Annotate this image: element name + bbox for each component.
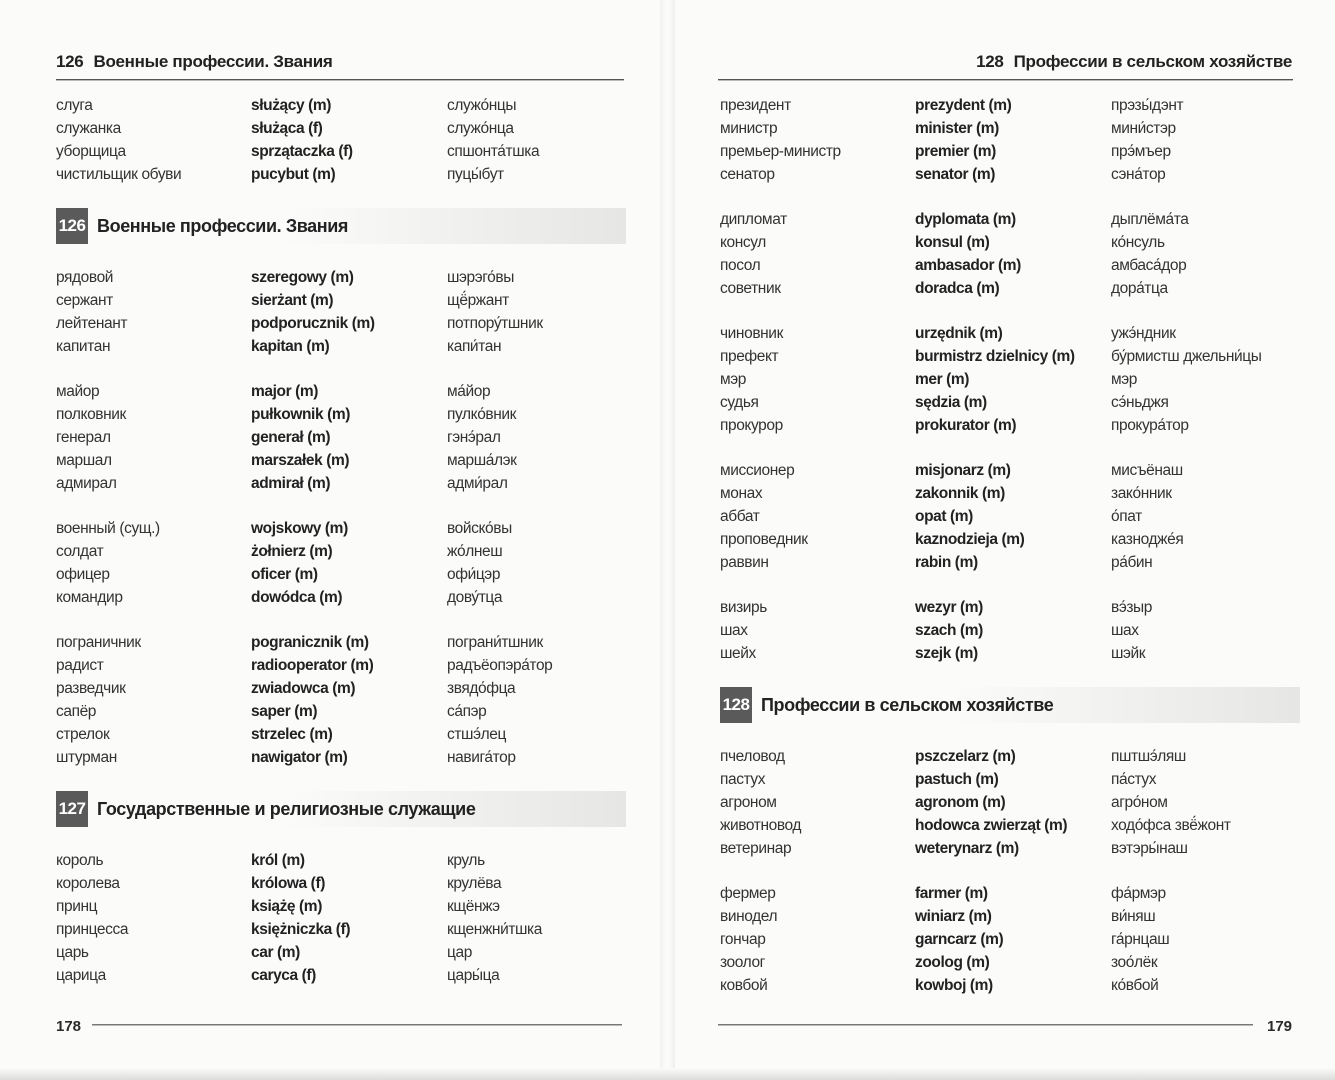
section-title: Профессии в сельском хозяйстве (761, 694, 1054, 715)
russian-word: агроном (720, 794, 777, 811)
vocabulary-row (56, 964, 626, 987)
polish-word: zakonnik (m) (915, 485, 1005, 502)
vocabulary-row (56, 746, 626, 769)
polish-word: dowódca (m) (251, 589, 343, 606)
transcription: крулёва (447, 875, 502, 892)
polish-word: sierżant (m) (251, 292, 334, 309)
polish-word: prokurator (m) (915, 417, 1017, 434)
russian-word: раввин (720, 554, 769, 571)
russian-word: пчеловод (720, 748, 785, 765)
russian-word: министр (720, 120, 778, 137)
vocabulary-content (56, 94, 626, 1009)
vocabulary-row (56, 723, 626, 746)
polish-word: pszczelarz (m) (915, 748, 1016, 765)
word-group (56, 849, 626, 987)
russian-word: разведчик (56, 680, 126, 697)
transcription: ви́няш (1111, 908, 1156, 925)
vocabulary-row (56, 540, 626, 563)
polish-word: mer (m) (915, 371, 970, 388)
polish-word: farmer (m) (915, 885, 988, 902)
word-group (56, 266, 626, 358)
russian-word: офицер (56, 566, 110, 583)
polish-word: rabin (m) (915, 554, 978, 571)
left-page (0, 0, 660, 1080)
polish-word: hodowca zwierząt (m) (915, 817, 1068, 834)
polish-word: marszałek (m) (251, 452, 350, 469)
vocabulary-row (720, 345, 1300, 368)
polish-word: nawigator (m) (251, 749, 348, 766)
transcription: адми́рал (447, 475, 508, 492)
transcription: вэтэры́наш (1111, 840, 1188, 857)
section-header (720, 687, 1300, 723)
vocabulary-row (56, 849, 626, 872)
vocabulary-row (720, 459, 1300, 482)
russian-word: командир (56, 589, 123, 606)
transcription: звядо́фца (447, 680, 516, 697)
page-number: 179 (1267, 1018, 1293, 1035)
vocabulary-row (56, 700, 626, 723)
russian-word: пограничник (56, 634, 141, 651)
polish-word: generał (m) (251, 429, 331, 446)
page-number: 178 (56, 1018, 82, 1035)
vocabulary-row (56, 163, 626, 186)
transcription: ходо́фса звё́жонт (1111, 817, 1231, 834)
vocabulary-row (56, 941, 626, 964)
transcription: га́рнцаш (1111, 931, 1170, 948)
section-number-badge: 126 (56, 208, 88, 244)
polish-word: pucybut (m) (251, 166, 336, 183)
transcription: мэр (1111, 371, 1137, 388)
vocabulary-row (720, 368, 1300, 391)
vocabulary-row (720, 905, 1300, 928)
vocabulary-row (720, 505, 1300, 528)
footer-rule (92, 1024, 622, 1026)
vocabulary-row (720, 551, 1300, 574)
russian-word: царица (56, 967, 106, 984)
russian-word: служанка (56, 120, 121, 137)
vocabulary-row (720, 277, 1300, 300)
section-number-badge: 128 (720, 687, 752, 723)
russian-word: стрелок (56, 726, 110, 743)
transcription: сэна́тор (1111, 166, 1166, 183)
transcription: гэнэ́рал (447, 429, 501, 446)
russian-word: генерал (56, 429, 111, 446)
transcription: капи́тан (447, 338, 502, 355)
transcription: амбаса́дор (1111, 257, 1187, 274)
vocabulary-row (720, 231, 1300, 254)
page-edge (0, 1068, 1335, 1080)
russian-word: лейтенант (56, 315, 128, 332)
russian-word: гончар (720, 931, 766, 948)
transcription: служо́нца (447, 120, 514, 137)
vocabulary-row (720, 882, 1300, 905)
vocabulary-row (56, 631, 626, 654)
vocabulary-row (56, 426, 626, 449)
russian-word: фермер (720, 885, 776, 902)
russian-word: принцесса (56, 921, 129, 938)
russian-word: винодел (720, 908, 778, 925)
russian-word: проповедник (720, 531, 808, 548)
polish-word: książę (m) (251, 898, 322, 915)
vocabulary-row (56, 517, 626, 540)
word-group (720, 882, 1300, 997)
word-group (56, 380, 626, 495)
russian-word: солдат (56, 543, 104, 560)
russian-word: адмирал (56, 475, 117, 492)
transcription: шэйк (1111, 645, 1146, 662)
russian-word: судья (720, 394, 759, 411)
transcription: ужэ́ндник (1111, 325, 1176, 342)
transcription: ко́нсуль (1111, 234, 1165, 251)
book-gutter (660, 0, 675, 1080)
running-head-title: Профессии в сельском хозяйстве (1013, 52, 1292, 71)
polish-word: prezydent (m) (915, 97, 1012, 114)
transcription: круль (447, 852, 485, 869)
russian-word: президент (720, 97, 791, 114)
transcription: фа́рмэр (1111, 885, 1166, 902)
polish-word: misjonarz (m) (915, 462, 1011, 479)
russian-word: чиновник (720, 325, 783, 342)
polish-word: senator (m) (915, 166, 996, 183)
transcription: кщенжни́тшка (447, 921, 543, 938)
vocabulary-row (56, 586, 626, 609)
russian-word: штурман (56, 749, 117, 766)
transcription: ко́вбой (1111, 977, 1159, 994)
vocabulary-row (720, 254, 1300, 277)
transcription: мини́стэр (1111, 120, 1176, 137)
transcription: пуцы́бут (447, 166, 504, 183)
russian-word: миссионер (720, 462, 795, 479)
transcription: зоо́лёк (1111, 954, 1158, 971)
transcription: прэ́мъер (1111, 143, 1171, 160)
polish-word: ambasador (m) (915, 257, 1021, 274)
polish-word: pułkownik (m) (251, 406, 350, 423)
polish-word: admirał (m) (251, 475, 331, 492)
section-title: Государственные и религиозные служащие (97, 798, 476, 819)
transcription: па́стух (1111, 771, 1157, 788)
vocabulary-row (56, 563, 626, 586)
vocabulary-row (720, 791, 1300, 814)
russian-word: капитан (56, 338, 111, 355)
polish-word: szejk (m) (915, 645, 978, 662)
vocabulary-row (56, 895, 626, 918)
word-group (56, 94, 626, 186)
vocabulary-row (56, 289, 626, 312)
vocabulary-row (720, 391, 1300, 414)
transcription: цар (447, 944, 472, 961)
polish-word: major (m) (251, 383, 319, 400)
transcription: шэрэго́вы (447, 269, 514, 286)
vocabulary-row (720, 482, 1300, 505)
polish-word: służący (m) (251, 97, 332, 114)
vocabulary-row (56, 380, 626, 403)
russian-word: маршал (56, 452, 112, 469)
polish-word: król (m) (251, 852, 305, 869)
russian-word: аббат (720, 508, 760, 525)
russian-word: ковбой (720, 977, 768, 994)
vocabulary-row (56, 654, 626, 677)
polish-word: caryca (f) (251, 967, 316, 984)
vocabulary-row (720, 745, 1300, 768)
vocabulary-row (720, 768, 1300, 791)
polish-word: burmistrz dzielnicy (m) (915, 348, 1075, 365)
transcription: цары́ца (447, 967, 500, 984)
russian-word: консул (720, 234, 766, 251)
polish-word: radiooperator (m) (251, 657, 374, 674)
russian-word: визирь (720, 599, 767, 616)
polish-word: garncarz (m) (915, 931, 1004, 948)
transcription: шах (1111, 622, 1139, 639)
vocabulary-row (720, 951, 1300, 974)
polish-word: sędzia (m) (915, 394, 987, 411)
footer-rule (718, 1024, 1253, 1026)
russian-word: шах (720, 622, 748, 639)
polish-word: księżniczka (f) (251, 921, 351, 938)
transcription: са́пэр (447, 703, 487, 720)
polish-word: szeregowy (m) (251, 269, 354, 286)
polish-word: pogranicznik (m) (251, 634, 369, 651)
polish-word: agronom (m) (915, 794, 1006, 811)
vocabulary-row (56, 918, 626, 941)
word-group (720, 459, 1300, 574)
vocabulary-row (720, 322, 1300, 345)
vocabulary-row (56, 872, 626, 895)
russian-word: советник (720, 280, 781, 297)
polish-word: służąca (f) (251, 120, 323, 137)
russian-word: майор (56, 383, 100, 400)
transcription: ра́бин (1111, 554, 1153, 571)
vocabulary-row (720, 117, 1300, 140)
vocabulary-row (720, 596, 1300, 619)
polish-word: premier (m) (915, 143, 996, 160)
russian-word: животновод (720, 817, 802, 834)
polish-word: podporucznik (m) (251, 315, 375, 332)
word-group (720, 208, 1300, 300)
polish-word: dyplomata (m) (915, 211, 1016, 228)
transcription: дову́тца (447, 589, 503, 606)
transcription: радъёопэра́тор (447, 657, 553, 674)
vocabulary-row (56, 312, 626, 335)
running-head (56, 52, 332, 72)
russian-word: сапёр (56, 703, 97, 720)
polish-word: urzędnik (m) (915, 325, 1003, 342)
russian-word: слуга (56, 97, 93, 114)
transcription: навига́тор (447, 749, 516, 766)
section-header (56, 208, 626, 244)
russian-word: королева (56, 875, 120, 892)
transcription: прэзы́дэнт (1111, 97, 1184, 114)
vocabulary-row (720, 974, 1300, 997)
russian-word: сенатор (720, 166, 775, 183)
section-title: Военные профессии. Звания (97, 215, 348, 236)
word-group (720, 596, 1300, 665)
polish-word: zwiadowca (m) (251, 680, 356, 697)
word-group (720, 94, 1300, 186)
transcription: войско́вы (447, 520, 512, 537)
transcription: прокура́тор (1111, 417, 1189, 434)
polish-word: kowboj (m) (915, 977, 993, 994)
polish-word: wojskowy (m) (251, 520, 348, 537)
russian-word: рядовой (56, 269, 114, 286)
transcription: марша́лэк (447, 452, 517, 469)
header-rule (56, 79, 624, 81)
vocabulary-row (720, 208, 1300, 231)
russian-word: ветеринар (720, 840, 792, 857)
transcription: бу́рмистш джельни́цы (1111, 348, 1262, 365)
word-group (56, 631, 626, 769)
transcription: о́пат (1111, 508, 1142, 525)
vocabulary-row (56, 266, 626, 289)
transcription: служо́нцы (447, 97, 517, 114)
transcription: казнодже́я (1111, 531, 1184, 548)
polish-word: minister (m) (915, 120, 999, 137)
polish-word: sprzątaczka (f) (251, 143, 353, 160)
transcription: щё́ржант (447, 292, 509, 309)
vocabulary-row (720, 163, 1300, 186)
transcription: кщёнжэ (447, 898, 500, 915)
russian-word: чистильщик обуви (56, 166, 182, 183)
transcription: агро́ном (1111, 794, 1168, 811)
transcription: пограни́тшник (447, 634, 543, 651)
polish-word: car (m) (251, 944, 300, 961)
vocabulary-row (720, 837, 1300, 860)
russian-word: дипломат (720, 211, 787, 228)
transcription: пштшэ́ляш (1111, 748, 1186, 765)
transcription: вэ́зыр (1111, 599, 1153, 616)
running-head-number: 128 (976, 52, 1004, 71)
transcription: пулко́вник (447, 406, 517, 423)
polish-word: saper (m) (251, 703, 318, 720)
vocabulary-row (56, 335, 626, 358)
polish-word: żołnierz (m) (251, 543, 333, 560)
running-head-number: 126 (56, 52, 84, 71)
vocabulary-content (720, 94, 1300, 1019)
russian-word: сержант (56, 292, 113, 309)
vocabulary-row (56, 140, 626, 163)
polish-word: doradca (m) (915, 280, 1000, 297)
running-head-title: Военные профессии. Звания (93, 52, 333, 71)
transcription: ма́йор (447, 383, 491, 400)
transcription: потпору́тшник (447, 315, 543, 332)
polish-word: winiarz (m) (915, 908, 992, 925)
transcription: мисъёнаш (1111, 462, 1183, 479)
transcription: дора́тца (1111, 280, 1168, 297)
vocabulary-row (56, 472, 626, 495)
transcription: стшэ́лец (447, 726, 506, 743)
russian-word: военный (сущ.) (56, 520, 160, 537)
transcription: зако́нник (1111, 485, 1172, 502)
russian-word: уборщица (56, 143, 126, 160)
word-group (720, 322, 1300, 437)
russian-word: радист (56, 657, 104, 674)
polish-word: pastuch (m) (915, 771, 999, 788)
polish-word: królowa (f) (251, 875, 325, 892)
vocabulary-row (56, 677, 626, 700)
vocabulary-row (56, 403, 626, 426)
russian-word: король (56, 852, 104, 869)
section-header (56, 791, 626, 827)
polish-word: weterynarz (m) (915, 840, 1019, 857)
vocabulary-row (720, 528, 1300, 551)
russian-word: шейх (720, 645, 756, 662)
russian-word: прокурор (720, 417, 783, 434)
transcription: жо́лнеш (447, 543, 503, 560)
vocabulary-row (56, 94, 626, 117)
russian-word: монах (720, 485, 763, 502)
right-page (675, 0, 1335, 1080)
vocabulary-row (720, 619, 1300, 642)
transcription: спшонта́тшка (447, 143, 540, 160)
vocabulary-row (720, 814, 1300, 837)
transcription: дыплёма́та (1111, 211, 1189, 228)
russian-word: мэр (720, 371, 746, 388)
vocabulary-row (720, 94, 1300, 117)
vocabulary-row (56, 117, 626, 140)
vocabulary-row (720, 642, 1300, 665)
russian-word: царь (56, 944, 89, 961)
vocabulary-row (720, 928, 1300, 951)
polish-word: strzelec (m) (251, 726, 333, 743)
running-head (976, 52, 1292, 72)
vocabulary-row (720, 414, 1300, 437)
polish-word: oficer (m) (251, 566, 318, 583)
russian-word: полковник (56, 406, 126, 423)
header-rule (718, 79, 1293, 81)
polish-word: kapitan (m) (251, 338, 330, 355)
transcription: офи́цэр (447, 566, 501, 583)
russian-word: премьер-министр (720, 143, 841, 160)
polish-word: zoolog (m) (915, 954, 990, 971)
section-number-badge: 127 (56, 791, 88, 827)
russian-word: зоолог (720, 954, 765, 971)
polish-word: szach (m) (915, 622, 983, 639)
russian-word: префект (720, 348, 779, 365)
transcription: сэ́ньджя (1111, 394, 1169, 411)
word-group (720, 745, 1300, 860)
word-group (56, 517, 626, 609)
polish-word: kaznodzieja (m) (915, 531, 1025, 548)
polish-word: wezyr (m) (915, 599, 983, 616)
vocabulary-row (56, 449, 626, 472)
polish-word: konsul (m) (915, 234, 990, 251)
russian-word: пастух (720, 771, 766, 788)
russian-word: принц (56, 898, 98, 915)
russian-word: посол (720, 257, 761, 274)
vocabulary-row (720, 140, 1300, 163)
polish-word: opat (m) (915, 508, 973, 525)
